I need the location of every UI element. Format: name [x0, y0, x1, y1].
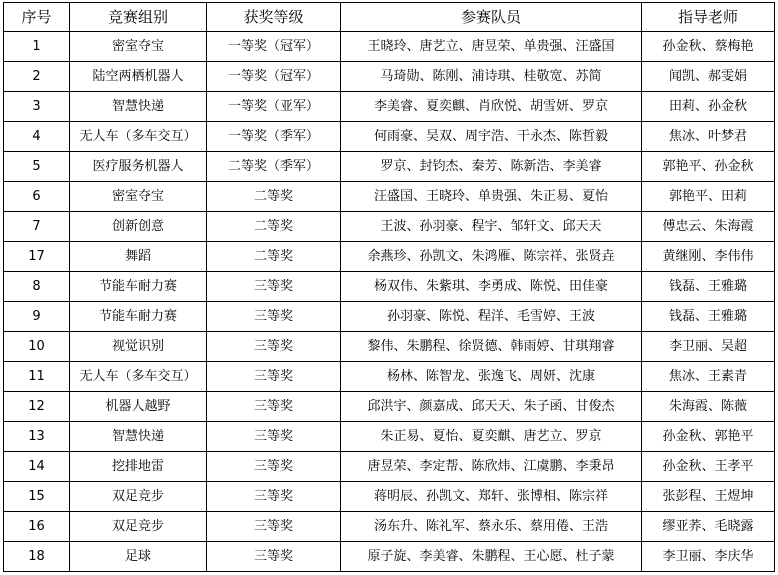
table-row [4, 512, 775, 542]
header-award-level: 获奖等级 [207, 3, 341, 32]
cell-competition-group: 节能车耐力赛 [70, 302, 207, 332]
cell-competition-group: 创新创意 [70, 212, 207, 242]
cell-instructors: 黄继刚、李伟伟 [642, 242, 775, 272]
cell-number: 5 [4, 152, 70, 182]
cell-instructors: 李卫丽、李庆华 [642, 542, 775, 572]
cell-number: 8 [4, 272, 70, 302]
cell-instructors: 傅忠云、朱海霞 [642, 212, 775, 242]
cell-number: 7 [4, 212, 70, 242]
cell-team-members: 朱正易、夏怡、夏奕麒、唐艺立、罗京 [341, 422, 642, 452]
cell-award-level: 一等奖（冠军） [207, 62, 341, 92]
cell-team-members: 马琦勋、陈刚、浦诗琪、桂敬宽、苏简 [341, 62, 642, 92]
cell-competition-group: 双足竞步 [70, 482, 207, 512]
cell-competition-group: 节能车耐力赛 [70, 272, 207, 302]
cell-team-members: 蒋明辰、孙凯文、郑轩、张博相、陈宗祥 [341, 482, 642, 512]
cell-award-level: 二等奖 [207, 242, 341, 272]
cell-competition-group: 无人车（多车交互） [70, 362, 207, 392]
table-row [4, 182, 775, 212]
awards-table [3, 2, 775, 572]
table-row [4, 32, 775, 62]
cell-team-members: 汪盛国、王晓玲、单贵强、朱正易、夏怡 [341, 182, 642, 212]
cell-instructors: 张彭程、王煜坤 [642, 482, 775, 512]
cell-instructors: 焦冰、叶梦君 [642, 122, 775, 152]
cell-competition-group: 陆空两栖机器人 [70, 62, 207, 92]
cell-competition-group: 舞蹈 [70, 242, 207, 272]
table-row [4, 272, 775, 302]
cell-team-members: 王波、孙羽豪、程宇、邹轩文、邱天天 [341, 212, 642, 242]
table-row [4, 542, 775, 572]
cell-team-members: 罗京、封钧杰、秦芳、陈新浩、李美睿 [341, 152, 642, 182]
cell-award-level: 三等奖 [207, 482, 341, 512]
cell-number: 9 [4, 302, 70, 332]
table-body [4, 32, 775, 572]
cell-number: 12 [4, 392, 70, 422]
cell-instructors: 孙金秋、郭艳平 [642, 422, 775, 452]
table-row [4, 422, 775, 452]
cell-team-members: 原子旋、李美睿、朱鹏程、王心愿、杜子蒙 [341, 542, 642, 572]
cell-instructors: 钱磊、王雅璐 [642, 272, 775, 302]
cell-instructors: 孙金秋、蔡梅艳 [642, 32, 775, 62]
cell-competition-group: 医疗服务机器人 [70, 152, 207, 182]
cell-team-members: 邱洪宇、颜嘉成、邱天天、朱子函、甘俊杰 [341, 392, 642, 422]
cell-competition-group: 密室夺宝 [70, 182, 207, 212]
cell-number: 10 [4, 332, 70, 362]
cell-team-members: 王晓玲、唐艺立、唐昱荣、单贵强、汪盛国 [341, 32, 642, 62]
table-row [4, 212, 775, 242]
cell-team-members: 李美睿、夏奕麒、肖欣悦、胡雪妍、罗京 [341, 92, 642, 122]
table-row [4, 452, 775, 482]
cell-competition-group: 无人车（多车交互） [70, 122, 207, 152]
table-row [4, 152, 775, 182]
cell-instructors: 郭艳平、孙金秋 [642, 152, 775, 182]
cell-award-level: 三等奖 [207, 422, 341, 452]
cell-number: 18 [4, 542, 70, 572]
cell-award-level: 三等奖 [207, 272, 341, 302]
cell-award-level: 三等奖 [207, 302, 341, 332]
cell-number: 4 [4, 122, 70, 152]
header-instructors: 指导老师 [642, 3, 775, 32]
cell-competition-group: 智慧快递 [70, 422, 207, 452]
cell-award-level: 三等奖 [207, 542, 341, 572]
cell-number: 14 [4, 452, 70, 482]
cell-number: 1 [4, 32, 70, 62]
table-row [4, 92, 775, 122]
cell-number: 6 [4, 182, 70, 212]
cell-award-level: 一等奖（冠军） [207, 32, 341, 62]
cell-award-level: 三等奖 [207, 362, 341, 392]
header-competition-group: 竞赛组别 [70, 3, 207, 32]
cell-number: 15 [4, 482, 70, 512]
cell-award-level: 三等奖 [207, 512, 341, 542]
cell-award-level: 一等奖（亚军） [207, 92, 341, 122]
cell-competition-group: 机器人越野 [70, 392, 207, 422]
cell-team-members: 黎伟、朱鹏程、徐贤德、韩雨婷、甘琪翔睿 [341, 332, 642, 362]
cell-team-members: 汤东升、陈礼军、蔡永乐、蔡用倦、王浩 [341, 512, 642, 542]
cell-competition-group: 智慧快递 [70, 92, 207, 122]
cell-instructors: 闻凯、郝雯娟 [642, 62, 775, 92]
cell-competition-group: 密室夺宝 [70, 32, 207, 62]
cell-award-level: 一等奖（季军） [207, 122, 341, 152]
table-row [4, 62, 775, 92]
table-row [4, 302, 775, 332]
cell-number: 3 [4, 92, 70, 122]
header-number: 序号 [4, 3, 70, 32]
table-row [4, 122, 775, 152]
table-row [4, 332, 775, 362]
cell-team-members: 杨双伟、朱紫琪、李勇成、陈悦、田佳豪 [341, 272, 642, 302]
cell-team-members: 余燕珍、孙凯文、朱鸿雁、陈宗祥、张贤垚 [341, 242, 642, 272]
cell-number: 16 [4, 512, 70, 542]
table-row [4, 242, 775, 272]
cell-number: 17 [4, 242, 70, 272]
cell-instructors: 李卫丽、吴超 [642, 332, 775, 362]
cell-competition-group: 双足竞步 [70, 512, 207, 542]
cell-award-level: 二等奖 [207, 212, 341, 242]
cell-competition-group: 挖排地雷 [70, 452, 207, 482]
header-row [4, 3, 775, 32]
cell-instructors: 朱海霞、陈薇 [642, 392, 775, 422]
cell-team-members: 孙羽豪、陈悦、程洋、毛雪婷、王波 [341, 302, 642, 332]
cell-number: 13 [4, 422, 70, 452]
cell-award-level: 三等奖 [207, 332, 341, 362]
cell-award-level: 二等奖（季军） [207, 152, 341, 182]
cell-award-level: 三等奖 [207, 452, 341, 482]
cell-instructors: 孙金秋、王孝平 [642, 452, 775, 482]
cell-instructors: 缪亚荞、毛晓露 [642, 512, 775, 542]
cell-award-level: 三等奖 [207, 392, 341, 422]
cell-team-members: 唐昱荣、李定帮、陈欣炜、江虞鹏、李秉昂 [341, 452, 642, 482]
cell-award-level: 二等奖 [207, 182, 341, 212]
header-team-members: 参赛队员 [341, 3, 642, 32]
cell-number: 2 [4, 62, 70, 92]
cell-instructors: 焦冰、王素青 [642, 362, 775, 392]
table-row [4, 482, 775, 512]
cell-instructors: 田莉、孙金秋 [642, 92, 775, 122]
cell-instructors: 郭艳平、田莉 [642, 182, 775, 212]
cell-team-members: 杨林、陈智龙、张逸飞、周妍、沈康 [341, 362, 642, 392]
cell-competition-group: 视觉识别 [70, 332, 207, 362]
table-row [4, 392, 775, 422]
cell-number: 11 [4, 362, 70, 392]
table-row [4, 362, 775, 392]
cell-instructors: 钱磊、王雅璐 [642, 302, 775, 332]
cell-competition-group: 足球 [70, 542, 207, 572]
cell-team-members: 何雨豪、吴双、周宇浩、干永杰、陈哲毅 [341, 122, 642, 152]
